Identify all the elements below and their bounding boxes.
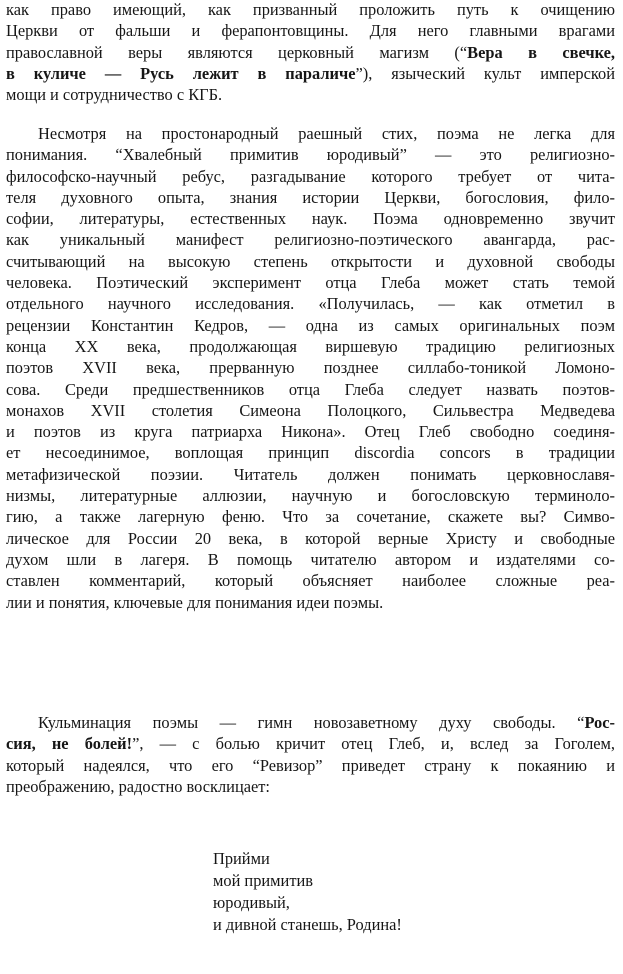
text-line: понимания. “Хвалебный примитив юродивый” — это религиозно- [6,145,615,165]
text-line: рецензии Константин Кедров, — одна из самых оригинальных поэм [6,315,615,335]
text-line: философско-научный ребус, разгадывание которого требует от чита- [6,166,615,186]
text-segment: ”, — с болью кричит отец Глеб, и, вслед за Гоголем, [132,734,615,754]
text-line: считывающий на высокую степень открытости и духовной свободы [6,251,615,271]
text-line: человека. Поэтический эксперимент отца Глеба может стать темой [6,273,615,293]
text-line: преображению, радостно восклицает: [6,776,270,796]
text-segment: Кульминация поэмы — гимн новозаветному духу свободы. “ [38,713,585,732]
text-segment: ”), языческий культ имперской [355,63,615,83]
text-line: Церкви от фальши и ферапонтовщины. Для него главными врагами [6,21,615,41]
poem-line: мой примитив [213,871,313,890]
text-line: теля духовного опыта, знания истории Церкви, богословия, фило- [6,187,615,207]
poem-line: юродивый, [213,893,290,912]
poem-line: Прийми [213,849,270,868]
text-line: софии, литературы, естественных наук. Поэма одновременно звучит [6,209,615,229]
text-line: как право имеющий, как призванный проложить путь к очищению [6,0,615,19]
paragraph-1 [6,0,615,105]
text-line: низмы, литературные аллюзии, научную и богословскую терминоло- [6,486,615,506]
bold-quote: Вера в свечке, [467,42,615,62]
poem-quote [213,848,533,936]
text-line: как уникальный манифест религиозно-поэтического авангарда, рас- [6,230,615,250]
text-line: ет несоединимое, воплощая принцип discordia concors в традиции [6,443,615,463]
text-line: лическое для России 20 века, в которой верные Христу и свободные [6,528,615,548]
bold-quote: Рос- [584,713,615,732]
text-line: монахов XVII столетия Симеона Полоцкого, Сильвестра Медведева [6,400,615,420]
text-line: метафизической поэзии. Читатель должен понимать церковнославя- [6,464,615,484]
text-line [6,733,615,754]
text-line: конца XX века, продолжающая виршевую традицию религиозных [6,336,615,356]
text-line: лии и понятия, ключевые для понимания идеи поэмы. [6,592,384,612]
text-line: который надеялся, что его “Ревизор” приведет страну к покаянию и [6,755,615,775]
paragraph-2 [6,123,615,613]
text-line: и поэтов из круга патриарха Никона». Отец Глеб свободно соединя- [6,422,615,442]
text-line: духом шли в лагеря. В помощь читателю автором и издателями со- [6,549,615,569]
text-line [6,712,615,733]
text-line: ставлен комментарий, который объясняет наиболее сложные реа- [6,571,615,591]
text-line [6,42,615,63]
poem-line: и дивной станешь, Родина! [213,915,402,934]
paragraph-3 [6,712,615,797]
text-line: поэтов XVII века, прерванную позднее силлабо-тоникой Ломоно- [6,358,615,378]
text-line: сова. Среди предшественников отца Глеба следует назвать поэтов- [6,379,615,399]
text-line: Несмотря на простонародный раешный стих, поэма не легка для [38,124,615,143]
text-line: отдельного научного исследования. «Получилась, — как отметил в [6,294,615,314]
text-segment: православной веры являются церковный магизм (“ [6,42,468,62]
text-line: мощи и сотрудничество с КГБ. [6,85,223,105]
text-line: гию, а также лагерную феню. Что за сочетание, скажете вы? Симво- [6,507,615,527]
bold-quote: в куличе — Русь лежит в параличе [6,63,356,83]
bold-quote: сия, не болей! [6,734,133,754]
text-line [6,63,615,84]
